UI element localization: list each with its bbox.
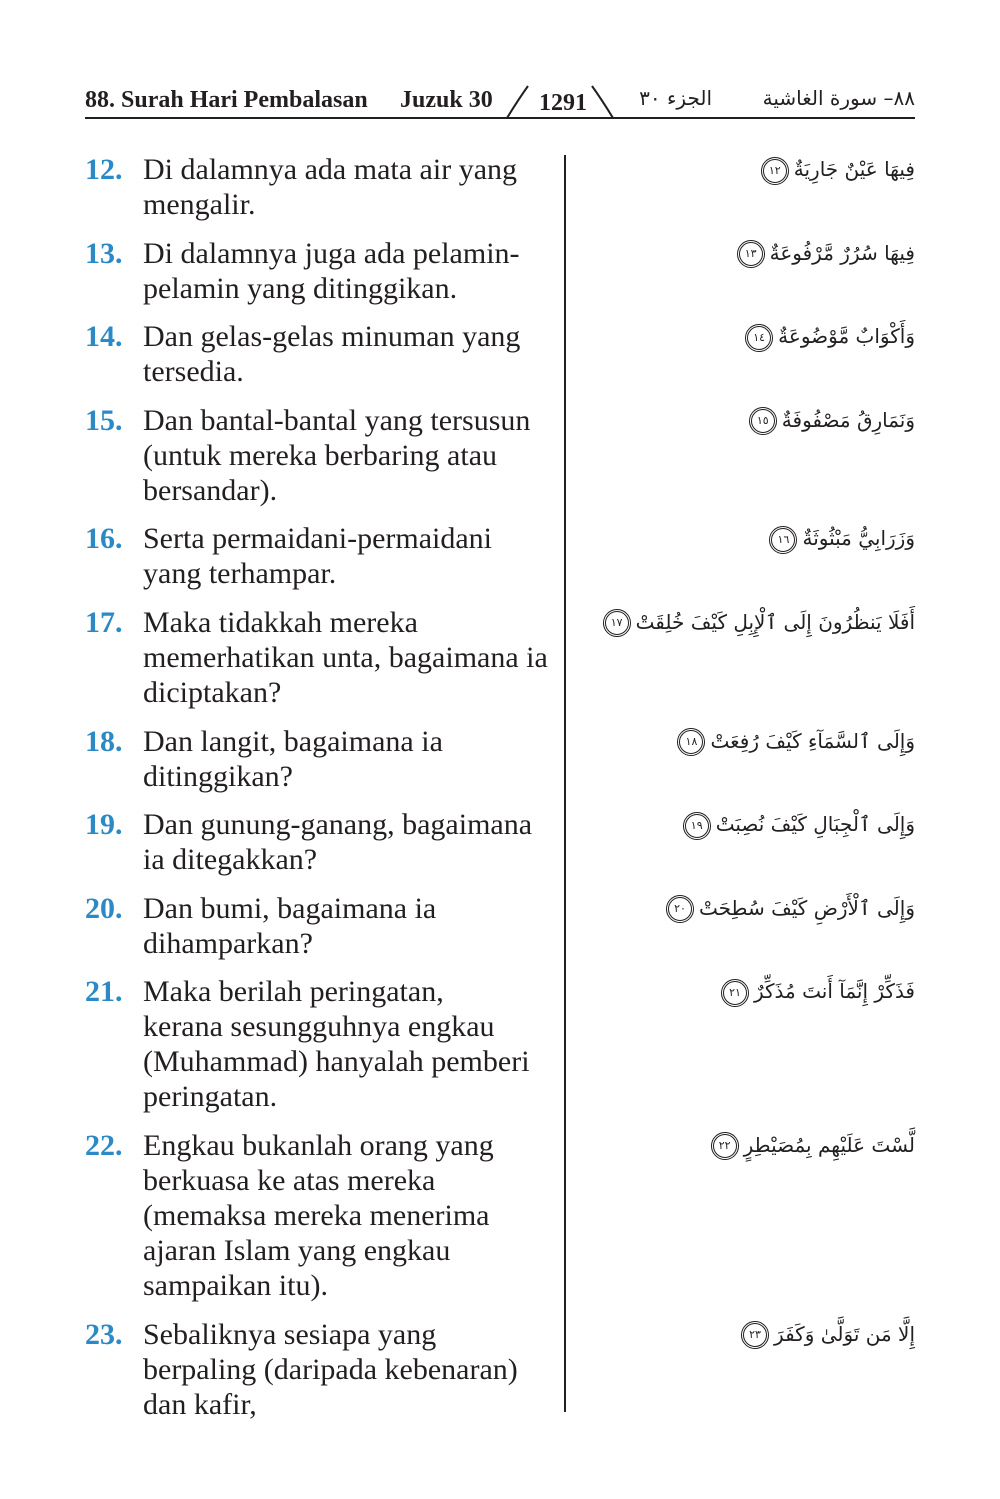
arabic-verse-text: وَإِلَى ٱلْأَرْضِ كَيْفَ سُطِحَتْ <box>699 895 915 920</box>
verse-row <box>85 236 915 306</box>
translation-line: Maka tidakkah mereka <box>143 605 418 639</box>
translation-line: Di dalamnya ada mata air yang <box>143 153 518 186</box>
verse-translation <box>85 1317 565 1422</box>
verse-number: 13. <box>85 236 123 270</box>
verse-translation <box>85 521 565 591</box>
translation-text <box>143 1128 565 1303</box>
page-number: 1291 <box>539 90 587 116</box>
translation-line: dan kafir, <box>143 1387 257 1421</box>
translation-text <box>143 236 565 306</box>
juzuk-label: Juzuk 30 <box>400 87 493 113</box>
verse-translation <box>85 152 565 222</box>
arabic-verse-text: فِيهَا عَيْنٌ جَارِيَةٌ <box>793 157 915 181</box>
arabic-verse-text: فِيهَا سُرُرٌ مَّرْفُوعَةٌ <box>769 240 915 265</box>
translation-line: dihamparkan? <box>143 926 313 960</box>
arabic-verse-text: فَذَكِّرْ إِنَّمَآ أَنتَ مُذَكِّرٌ <box>754 979 915 1004</box>
translation-text <box>143 403 565 508</box>
translation-line: berpaling (daripada kebenaran) <box>143 1352 518 1386</box>
verse-arabic <box>565 403 915 508</box>
verse-number: 19. <box>85 808 123 842</box>
arabic-verse-text: أَفَلَا يَنظُرُونَ إِلَى ٱلْإِبِلِ كَيْفَ خُلِقَتْ <box>635 609 915 634</box>
verse-number: 17. <box>85 605 123 639</box>
verse-translation <box>85 236 565 306</box>
arabic-verse-text: وَنَمَارِقُ مَصْفُوفَةٌ <box>781 407 915 432</box>
translation-text <box>143 1317 565 1422</box>
translation-line: pelamin yang ditinggikan. <box>143 271 458 305</box>
verse-number: 16. <box>85 522 123 556</box>
verse-translation <box>85 724 565 794</box>
verse-translation <box>85 974 565 1114</box>
translation-line: Engkau bukanlah orang yang <box>143 1128 494 1162</box>
ayah-end-marker: ١٧ <box>603 609 631 637</box>
verse-number: 20. <box>85 891 123 925</box>
verse-translation <box>85 891 565 961</box>
verse-number: 18. <box>85 724 123 758</box>
verse-row <box>85 807 915 877</box>
translation-line: Dan bantal-bantal yang tersusun <box>143 403 531 437</box>
verse-number: 23. <box>85 1317 123 1351</box>
translation-line: berkuasa ke atas mereka <box>143 1163 436 1197</box>
verse-arabic <box>565 807 915 877</box>
translation-line: peringatan. <box>143 1080 278 1114</box>
verse-translation <box>85 807 565 877</box>
ayah-end-marker: ١٤ <box>745 324 773 352</box>
translation-text <box>143 521 565 591</box>
arabic-verse-text: وَأَكْوَابٌ مَّوْضُوعَةٌ <box>778 324 915 349</box>
verse-translation <box>85 403 565 508</box>
translation-text <box>143 724 565 794</box>
verse-row <box>85 891 915 961</box>
verse-arabic <box>565 891 915 961</box>
arabic-verse-text: لَّسْتَ عَلَيْهِم بِمُصَيْطِرٍ <box>743 1132 915 1157</box>
translation-text <box>143 891 565 961</box>
translation-line: (untuk mereka berbaring atau <box>143 438 498 472</box>
verse-row <box>85 521 915 591</box>
verse-number: 22. <box>85 1128 123 1162</box>
verse-translation <box>85 605 565 710</box>
verse-list <box>85 152 915 1435</box>
verse-row <box>85 724 915 794</box>
translation-line: Dan gunung-ganang, bagaimana <box>143 808 533 842</box>
translation-line: kerana sesungguhnya engkau <box>143 1010 495 1044</box>
ayah-end-marker: ١٨ <box>677 728 705 756</box>
translation-line: ajaran Islam yang engkau <box>143 1233 451 1267</box>
translation-line: mengalir. <box>143 188 256 221</box>
translation-line: sampaikan itu). <box>143 1268 328 1302</box>
verse-arabic <box>565 1128 915 1303</box>
ayah-end-marker: ١٦ <box>769 526 797 554</box>
verse-number: 15. <box>85 403 123 437</box>
surah-title: 88. Surah Hari Pembalasan <box>85 87 368 113</box>
ayah-end-marker: ١٥ <box>749 407 777 435</box>
verse-arabic <box>565 724 915 794</box>
ayah-end-marker: ١٣ <box>737 240 765 268</box>
verse-row <box>85 152 915 222</box>
verse-number: 12. <box>85 153 123 186</box>
translation-line: memerhatikan unta, bagaimana ia <box>143 640 548 674</box>
translation-line: Dan gelas-gelas minuman yang <box>143 320 521 354</box>
translation-text <box>143 319 565 389</box>
ayah-end-marker: ٢٢ <box>711 1132 739 1160</box>
ayah-end-marker: ١٢ <box>761 157 789 185</box>
translation-line: Dan bumi, bagaimana ia <box>143 891 437 925</box>
verse-arabic <box>565 152 915 222</box>
verse-arabic <box>565 236 915 306</box>
translation-line: (Muhammad) hanyalah pemberi <box>143 1045 530 1079</box>
ayah-end-marker: ٢٠ <box>666 895 694 923</box>
translation-line: ditinggikan? <box>143 759 293 793</box>
translation-text <box>143 152 565 222</box>
verse-arabic <box>565 974 915 1114</box>
arabic-verse-text: وَإِلَى ٱلسَّمَآءِ كَيْفَ رُفِعَتْ <box>710 728 915 753</box>
verse-arabic <box>565 1317 915 1422</box>
arabic-verse-text: وَإِلَى ٱلْجِبَالِ كَيْفَ نُصِبَتْ <box>715 812 915 837</box>
translation-line: diciptakan? <box>143 675 282 709</box>
translation-text <box>143 605 565 710</box>
arabic-verse-text: وَزَرَابِيُّ مَبْثُوثَةٌ <box>802 526 915 551</box>
verse-translation <box>85 1128 565 1303</box>
verse-row <box>85 403 915 508</box>
ayah-end-marker: ٢١ <box>721 979 749 1007</box>
translation-line: Sebaliknya sesiapa yang <box>143 1317 437 1351</box>
translation-line: bersandar). <box>143 473 278 507</box>
verse-arabic <box>565 521 915 591</box>
translation-text <box>143 807 565 877</box>
translation-line: tersedia. <box>143 355 244 389</box>
translation-line: Di dalamnya juga ada pelamin- <box>143 236 520 270</box>
translation-line: ia ditegakkan? <box>143 843 318 877</box>
verse-number: 21. <box>85 975 123 1009</box>
surah-title-arabic: ٨٨– سورة الغاشية <box>762 86 915 110</box>
verse-row <box>85 974 915 1114</box>
verse-row <box>85 1317 915 1422</box>
verse-number: 14. <box>85 320 123 354</box>
verse-row <box>85 605 915 710</box>
translation-line: (memaksa mereka menerima <box>143 1198 490 1232</box>
translation-line: Dan langit, bagaimana ia <box>143 724 443 758</box>
juz-arabic: الجزء ٣٠ <box>639 86 712 110</box>
translation-line: yang terhampar. <box>143 557 337 591</box>
verse-row <box>85 319 915 389</box>
verse-arabic <box>565 605 915 710</box>
translation-text <box>143 974 565 1114</box>
verse-row <box>85 1128 915 1303</box>
ayah-end-marker: ١٩ <box>683 812 711 840</box>
translation-line: Maka berilah peringatan, <box>143 975 444 1009</box>
translation-line: Serta permaidani-permaidani <box>143 522 493 556</box>
verse-translation <box>85 319 565 389</box>
verse-arabic <box>565 319 915 389</box>
arabic-verse-text: إِلَّا مَن تَوَلَّىٰ وَكَفَرَ <box>774 1321 915 1346</box>
ayah-end-marker: ٢٣ <box>741 1321 769 1349</box>
